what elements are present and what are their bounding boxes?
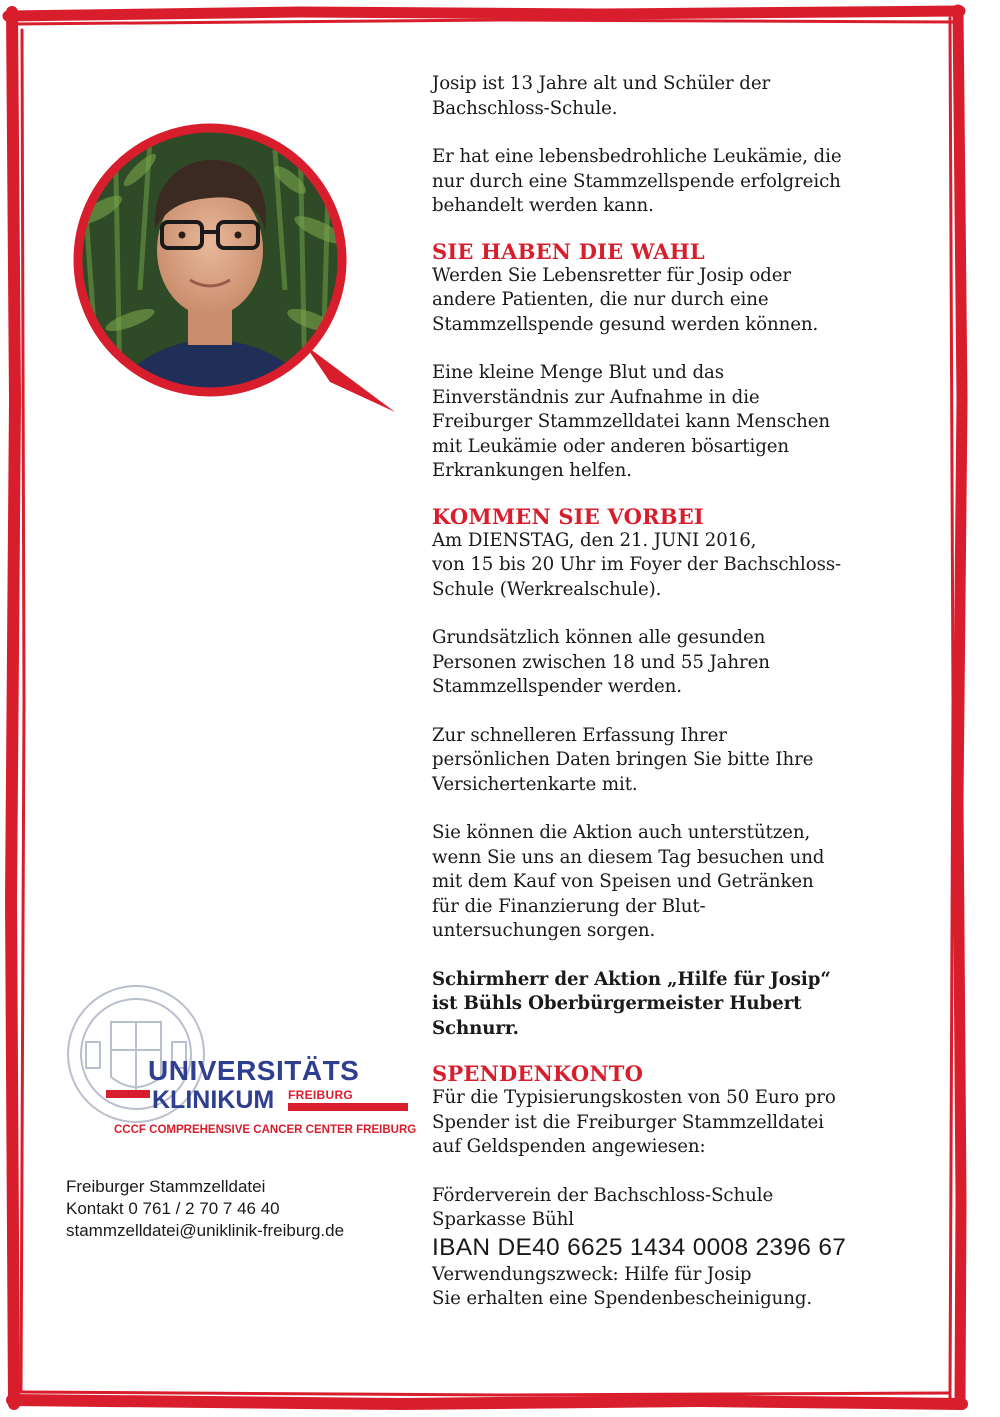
insurance-card-paragraph: Zur schnelleren Erfassung Ihrer persönlichen Daten bringen Sie bitte Ihre Versichertenkarte mit.	[432, 724, 814, 795]
logo-line-klinikum: KLINIKUM	[152, 1086, 275, 1114]
main-text-column	[432, 72, 942, 1312]
donation-info-paragraph: Für die Typisierungskosten von 50 Euro pro Spender ist die Freiburger Stammzelldatei auf Geldspenden angewiesen:	[432, 1087, 836, 1157]
logo-red-bar-bottom	[288, 1103, 408, 1111]
bank-name: Sparkasse Bühl	[432, 1209, 574, 1230]
payment-purpose: Verwendungszweck: Hilfe für Josip	[432, 1263, 752, 1285]
contact-block	[66, 1176, 344, 1242]
universitaetsklinikum-logo	[56, 982, 416, 1142]
donation-receipt-note: Sie erhalten eine Spendenbescheinigung.	[432, 1288, 813, 1309]
wahl-paragraph-2: Eine kleine Menge Blut und das Einverständnis zur Aufnahme in die Freiburger Stammzelldatei kann Menschen mit Leukämie oder anderen bösartigen Erkrankungen helfen.	[432, 362, 831, 481]
wahl-paragraph-1: Werden Sie Lebensretter für Josip oder andere Patienten, die nur durch eine Stammzellspende gesund werden können.	[432, 264, 819, 335]
contact-email[interactable]: stammzelldatei@uniklinik-freiburg.de	[66, 1221, 345, 1240]
heading-sie-haben-die-wahl: SIE HABEN DIE WAHL	[432, 238, 705, 264]
patron-paragraph: Schirmherr der Aktion „Hilfe für Josip“ ist Bühls Oberbürgermeister Hubert Schnurr.	[432, 968, 831, 1039]
intro-paragraph-2: Er hat eine lebensbedrohliche Leukämie, die nur durch eine Stammzellspende erfolgreich behandelt werden kann.	[432, 146, 842, 216]
heading-spendenkonto: SPENDENKONTO	[432, 1061, 644, 1086]
portrait-speech-bubble	[60, 90, 410, 420]
event-date-paragraph: Am DIENSTAG, den 21. JUNI 2016, von 15 bis 20 Uhr im Foyer der Bachschloss- Schule (Werkrealschule).	[432, 529, 842, 600]
logo-line-universitaets: UNIVERSITÄTS	[148, 1055, 360, 1086]
contact-organization: Freiburger Stammzelldatei	[66, 1177, 266, 1196]
logo-city-freiburg: FREIBURG	[288, 1088, 354, 1102]
contact-phone: Kontakt 0 761 / 2 70 7 46 40	[66, 1199, 280, 1218]
eligibility-paragraph: Grundsätzlich können alle gesunden Personen zwischen 18 und 55 Jahren Stammzellspender werden.	[432, 627, 770, 697]
portrait-photo	[60, 90, 410, 420]
logo-red-bar-top	[106, 1090, 150, 1098]
account-holder: Förderverein der Bachschloss-Schule	[432, 1184, 774, 1206]
intro-paragraph-1: Josip ist 13 Jahre alt und Schüler der Bachschloss-Schule.	[432, 73, 771, 119]
logo-cccf-subline: CCCF COMPREHENSIVE CANCER CENTER FREIBURG	[114, 1124, 417, 1136]
iban-number: IBAN DE40 6625 1434 0008 2396 67	[432, 1233, 847, 1261]
support-paragraph: Sie können die Aktion auch unterstützen, wenn Sie uns an diesem Tag besuchen und mit dem Kauf von Speisen und Getränken für die Finanzierung der Blut- untersuchungen sorgen.	[432, 822, 825, 941]
speech-bubble-tail	[305, 345, 395, 412]
heading-kommen-sie-vorbei: KOMMEN SIE VORBEI	[432, 503, 704, 529]
